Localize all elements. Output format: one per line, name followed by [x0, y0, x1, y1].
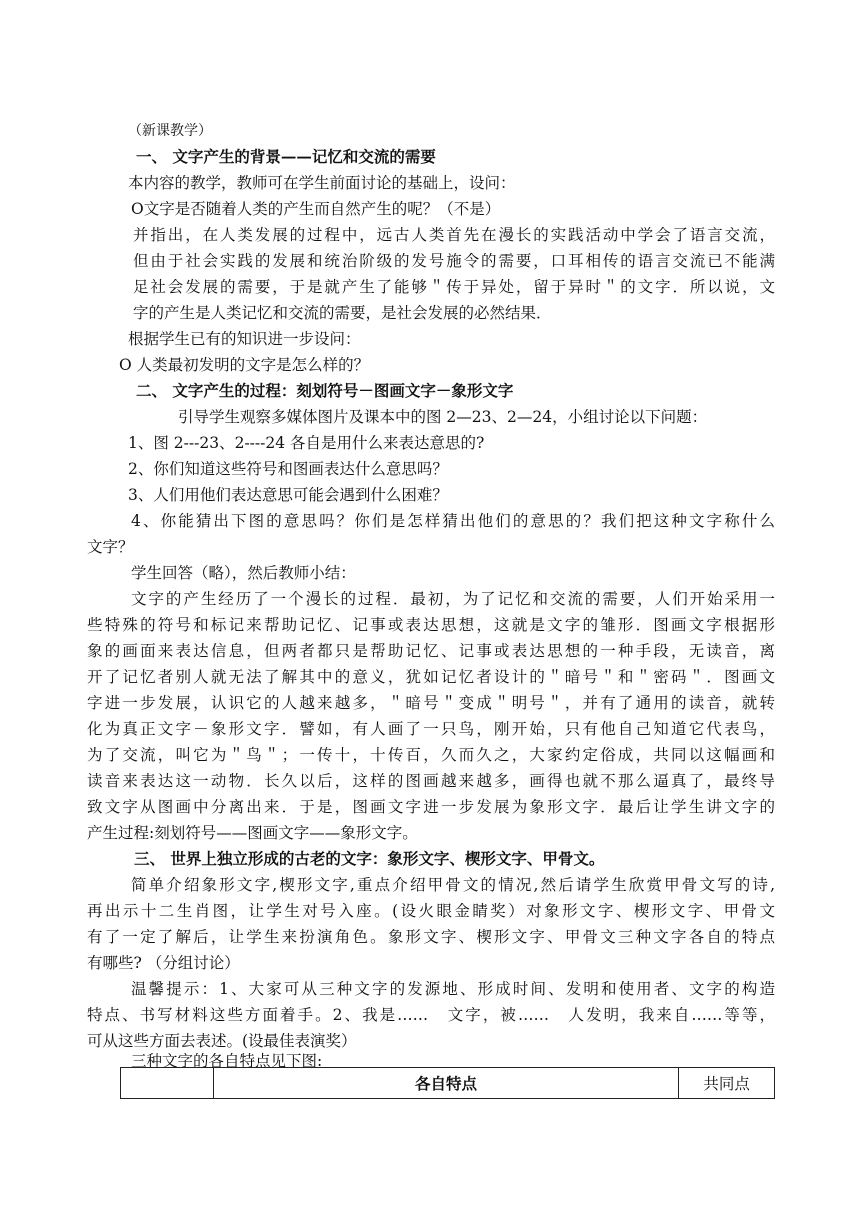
table-header-cell	[121, 1068, 214, 1099]
paragraph-line: 简单介绍象形文字,楔形文字,重点介绍甲骨文的情况,然后请学生欣赏甲骨文写的诗,	[131, 876, 775, 894]
paragraph-line: O文字是否随着人类的产生而自然产生的呢？（不是）	[131, 200, 501, 218]
paragraph-line: 根据学生已有的知识进一步设问：	[128, 330, 361, 348]
section-label: （新课教学）	[128, 123, 212, 139]
paragraph-line: 象的画面来表达信息，但两者都只是帮助记忆、记事或表达思想的一种手段，无读音，离	[87, 642, 775, 660]
paragraph-line: 有了一定了解后，让学生来扮演角色。象形文字、楔形文字、甲骨文三种文字各自的特点	[87, 928, 775, 946]
table-row	[121, 1068, 775, 1099]
question-line: 3、人们用他们表达意思可能会遇到什么困难？	[128, 486, 448, 504]
paragraph-line: 温馨提示：1、大家可从三种文字的发源地、形成时间、发明和使用者、文字的构造	[131, 980, 775, 998]
question-line: 1、图 2---23、2----24 各自是用什么来表达意思的?	[128, 434, 485, 452]
paragraph-line: 读音来表达这一动物．长久以后，这样的图画越来越多，画得也就不那么逼真了，最终导	[87, 772, 775, 790]
paragraph-line: 产生过程:刻划符号——图画文字——象形文字。	[87, 824, 418, 842]
section2-heading: 二、 文字产生的过程：刻划符号－图画文字－象形文字	[136, 381, 514, 400]
question-line: 文字？	[87, 538, 134, 556]
paragraph-line: 足社会发展的需要，于是就产生了能够＂传于异处，留于异时＂的文字．所以说，文	[133, 278, 775, 296]
paragraph-line: 文字的产生经历了一个漫长的过程．最初，为了记忆和交流的需要，人们开始采用一	[131, 590, 775, 608]
paragraph-line: 三种文字的各自特点见下图:	[131, 1052, 323, 1070]
paragraph-line: 有哪些? （分组讨论）	[87, 954, 240, 972]
question-line: 2、你们知道这些符号和图画表达什么意思吗？	[128, 460, 448, 478]
features-table	[120, 1067, 775, 1099]
table-header-cell: 共同点	[679, 1068, 775, 1099]
paragraph-line: 为了交流，叫它为＂鸟＂；一传十，十传百，久而久之，大家约定俗成，共同以这幅画和	[87, 746, 775, 764]
paragraph-line: 些特殊的符号和标记来帮助记忆、记事或表达思想，这就是文字的雏形．图画文字根据形	[87, 616, 775, 634]
paragraph-line: 可从这些方面去表述。(设最佳表演奖）	[87, 1032, 357, 1050]
paragraph-line: 致文字从图画中分离出来．于是，图画文字进一步发展为象形文字．最后让学生讲文字的	[87, 798, 775, 816]
paragraph-line: 字进一步发展，认识它的人越来越多，＂暗号＂变成＂明号＂，并有了通用的读音，就转	[87, 694, 775, 712]
section1-heading: 一、 文字产生的背景——记忆和交流的需要	[136, 147, 436, 166]
table-header-cell: 各自特点	[213, 1068, 679, 1099]
paragraph-line: 化为真正文字－象形文字．譬如，有人画了一只鸟，刚开始，只有他自己知道它代表鸟，	[87, 720, 775, 738]
paragraph-line: 字的产生是人类记忆和交流的需要，是社会发展的必然结果．	[133, 304, 552, 322]
question-line: 4、你能猜出下图的意思吗？你们是怎样猜出他们的意思的？我们把这种文字称什么	[131, 512, 775, 530]
paragraph-line: 特点、书写材料这些方面着手。2、我是…… 文字，被…… 人发明，我来自……等等，	[87, 1006, 775, 1024]
paragraph-line: 引导学生观察多媒体图片及课本中的图 2—23、2—24，小组讨论以下问题：	[178, 408, 708, 426]
paragraph-line: 再出示十二生肖图，让学生对号入座。(设火眼金睛奖）对象形文字、楔形文字、甲骨文	[87, 902, 775, 920]
paragraph-line: 本内容的教学，教师可在学生前面讨论的基础上，设问：	[128, 174, 516, 192]
paragraph-line: O 人类最初发明的文字是怎么样的？	[119, 356, 370, 374]
paragraph-line: 开了记忆者别人就无法了解其中的意义，犹如记忆者设计的＂暗号＂和＂密码＂．图画文	[87, 668, 775, 686]
paragraph-line: 并指出，在人类发展的过程中，远古人类首先在漫长的实践活动中学会了语言交流，	[133, 226, 775, 244]
section3-heading: 三、 世界上独立形成的古老的文字：象形文字、楔形文字、甲骨文。	[134, 849, 605, 868]
paragraph-line: 学生回答（略），然后教师小结：	[131, 564, 356, 582]
paragraph-line: 但由于社会实践的发展和统治阶级的发号施令的需要，口耳相传的语言交流已不能满	[133, 252, 775, 270]
